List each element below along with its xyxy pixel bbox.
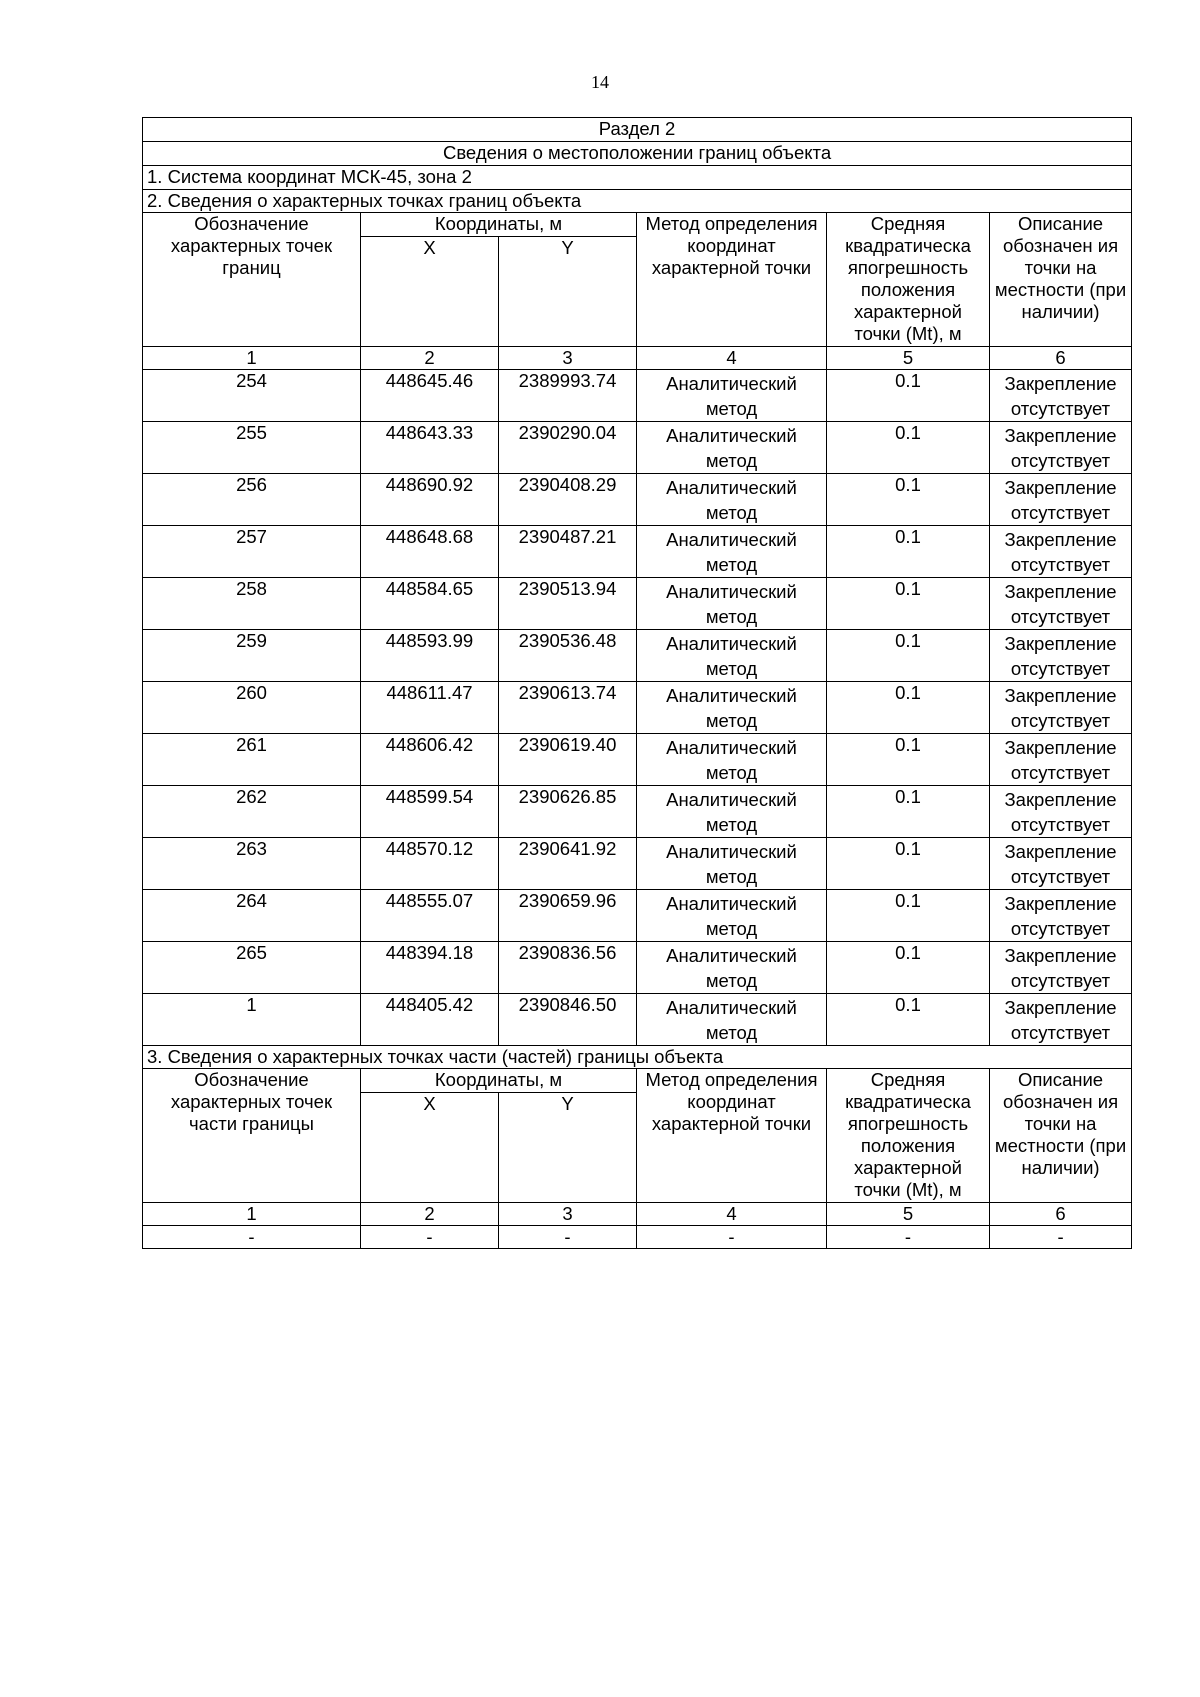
table-row [143, 682, 1132, 734]
description-cell: Закрепление отсутствует [990, 422, 1132, 474]
error-cell: 0.1 [827, 370, 990, 422]
x-coordinate-cell: 448606.42 [361, 734, 499, 786]
column-numbers-row [143, 347, 1132, 370]
point-cell: 265 [143, 942, 361, 994]
x-coordinate-cell: 448593.99 [361, 630, 499, 682]
part-description-cell: - [990, 1226, 1132, 1249]
y-coordinate-cell: 2390836.56 [499, 942, 637, 994]
part-header-designation: Обозначение характерных точек части границы [143, 1069, 361, 1203]
x-coordinate-cell: 448643.33 [361, 422, 499, 474]
part-points-title: 3. Сведения о характерных точках части (частей) границы объекта [143, 1046, 1132, 1069]
table-row [143, 526, 1132, 578]
method-cell: Аналитический метод [637, 370, 827, 422]
description-cell: Закрепление отсутствует [990, 838, 1132, 890]
table-row [143, 890, 1132, 942]
description-cell: Закрепление отсутствует [990, 786, 1132, 838]
x-coordinate-cell: 448555.07 [361, 890, 499, 942]
column-number: 2 [361, 347, 499, 370]
boundary-points-title: 2. Сведения о характерных точках границ объекта [143, 190, 1132, 213]
header-description: Описание обозначен ия точки на местности (при наличии) [990, 213, 1132, 347]
part-header-x: X [361, 1093, 499, 1203]
y-coordinate-cell: 2390487.21 [499, 526, 637, 578]
y-coordinate-cell: 2390659.96 [499, 890, 637, 942]
description-cell: Закрепление отсутствует [990, 630, 1132, 682]
column-number: 6 [990, 1203, 1132, 1226]
table-row [143, 630, 1132, 682]
point-cell: 263 [143, 838, 361, 890]
part-table-row [143, 1226, 1132, 1249]
point-cell: 1 [143, 994, 361, 1046]
header-coordinates: Координаты, м [361, 213, 637, 237]
description-cell: Закрепление отсутствует [990, 942, 1132, 994]
column-number: 1 [143, 347, 361, 370]
header-error: Средняя квадратическа япогрешность положения характерной точки (Mt), м [827, 213, 990, 347]
part-x-cell: - [361, 1226, 499, 1249]
section-subtitle: Сведения о местоположении границ объекта [143, 142, 1132, 166]
method-cell: Аналитический метод [637, 682, 827, 734]
description-cell: Закрепление отсутствует [990, 526, 1132, 578]
y-coordinate-cell: 2390536.48 [499, 630, 637, 682]
part-header-y: Y [499, 1093, 637, 1203]
column-number: 5 [827, 347, 990, 370]
method-cell: Аналитический метод [637, 890, 827, 942]
method-cell: Аналитический метод [637, 838, 827, 890]
part-y-cell: - [499, 1226, 637, 1249]
method-cell: Аналитический метод [637, 422, 827, 474]
column-number: 5 [827, 1203, 990, 1226]
part-column-numbers-row [143, 1203, 1132, 1226]
description-cell: Закрепление отсутствует [990, 682, 1132, 734]
x-coordinate-cell: 448570.12 [361, 838, 499, 890]
point-cell: 259 [143, 630, 361, 682]
y-coordinate-cell: 2390619.40 [499, 734, 637, 786]
page-number: 14 [591, 72, 609, 92]
table-row [143, 786, 1132, 838]
point-cell: 256 [143, 474, 361, 526]
y-coordinate-cell: 2390641.92 [499, 838, 637, 890]
table-row [143, 838, 1132, 890]
method-cell: Аналитический метод [637, 630, 827, 682]
error-cell: 0.1 [827, 578, 990, 630]
header-y: Y [499, 237, 637, 347]
x-coordinate-cell: 448690.92 [361, 474, 499, 526]
x-coordinate-cell: 448394.18 [361, 942, 499, 994]
error-cell: 0.1 [827, 422, 990, 474]
method-cell: Аналитический метод [637, 942, 827, 994]
error-cell: 0.1 [827, 630, 990, 682]
section-title: Раздел 2 [143, 118, 1132, 142]
y-coordinate-cell: 2390408.29 [499, 474, 637, 526]
part-header-method: Метод определения координат характерной точки [637, 1069, 827, 1203]
method-cell: Аналитический метод [637, 734, 827, 786]
column-number: 1 [143, 1203, 361, 1226]
method-cell: Аналитический метод [637, 526, 827, 578]
table-row [143, 370, 1132, 422]
header-designation: Обозначение характерных точек границ [143, 213, 361, 347]
header-x: X [361, 237, 499, 347]
error-cell: 0.1 [827, 890, 990, 942]
table-row [143, 422, 1132, 474]
description-cell: Закрепление отсутствует [990, 370, 1132, 422]
point-cell: 258 [143, 578, 361, 630]
description-cell: Закрепление отсутствует [990, 578, 1132, 630]
point-cell: 255 [143, 422, 361, 474]
error-cell: 0.1 [827, 682, 990, 734]
x-coordinate-cell: 448648.68 [361, 526, 499, 578]
description-cell: Закрепление отсутствует [990, 994, 1132, 1046]
column-number: 3 [499, 347, 637, 370]
table-row [143, 578, 1132, 630]
method-cell: Аналитический метод [637, 578, 827, 630]
column-number: 2 [361, 1203, 499, 1226]
x-coordinate-cell: 448405.42 [361, 994, 499, 1046]
method-cell: Аналитический метод [637, 474, 827, 526]
error-cell: 0.1 [827, 734, 990, 786]
y-coordinate-cell: 2390626.85 [499, 786, 637, 838]
part-header-coordinates: Координаты, м [361, 1069, 637, 1093]
y-coordinate-cell: 2390290.04 [499, 422, 637, 474]
table-row [143, 734, 1132, 786]
header-method: Метод определения координат характерной точки [637, 213, 827, 347]
column-number: 3 [499, 1203, 637, 1226]
y-coordinate-cell: 2390846.50 [499, 994, 637, 1046]
part-header-error: Средняя квадратическа япогрешность положения характерной точки (Mt), м [827, 1069, 990, 1203]
part-header-description: Описание обозначен ия точки на местности (при наличии) [990, 1069, 1132, 1203]
y-coordinate-cell: 2389993.74 [499, 370, 637, 422]
table-row [143, 994, 1132, 1046]
error-cell: 0.1 [827, 526, 990, 578]
column-number: 6 [990, 347, 1132, 370]
x-coordinate-cell: 448611.47 [361, 682, 499, 734]
description-cell: Закрепление отсутствует [990, 474, 1132, 526]
x-coordinate-cell: 448599.54 [361, 786, 499, 838]
y-coordinate-cell: 2390613.74 [499, 682, 637, 734]
method-cell: Аналитический метод [637, 994, 827, 1046]
point-cell: 264 [143, 890, 361, 942]
table-row [143, 942, 1132, 994]
column-number: 4 [637, 347, 827, 370]
method-cell: Аналитический метод [637, 786, 827, 838]
error-cell: 0.1 [827, 994, 990, 1046]
description-cell: Закрепление отсутствует [990, 734, 1132, 786]
point-cell: 257 [143, 526, 361, 578]
point-cell: 262 [143, 786, 361, 838]
point-cell: 254 [143, 370, 361, 422]
error-cell: 0.1 [827, 942, 990, 994]
column-number: 4 [637, 1203, 827, 1226]
point-cell: 260 [143, 682, 361, 734]
part-method-cell: - [637, 1226, 827, 1249]
description-cell: Закрепление отсутствует [990, 890, 1132, 942]
part-point-cell: - [143, 1226, 361, 1249]
error-cell: 0.1 [827, 786, 990, 838]
x-coordinate-cell: 448584.65 [361, 578, 499, 630]
error-cell: 0.1 [827, 474, 990, 526]
table-row [143, 474, 1132, 526]
coord-system-line: 1. Система координат МСК-45, зона 2 [143, 166, 1132, 190]
boundary-table [142, 117, 1132, 1249]
error-cell: 0.1 [827, 838, 990, 890]
part-error-cell: - [827, 1226, 990, 1249]
x-coordinate-cell: 448645.46 [361, 370, 499, 422]
y-coordinate-cell: 2390513.94 [499, 578, 637, 630]
point-cell: 261 [143, 734, 361, 786]
